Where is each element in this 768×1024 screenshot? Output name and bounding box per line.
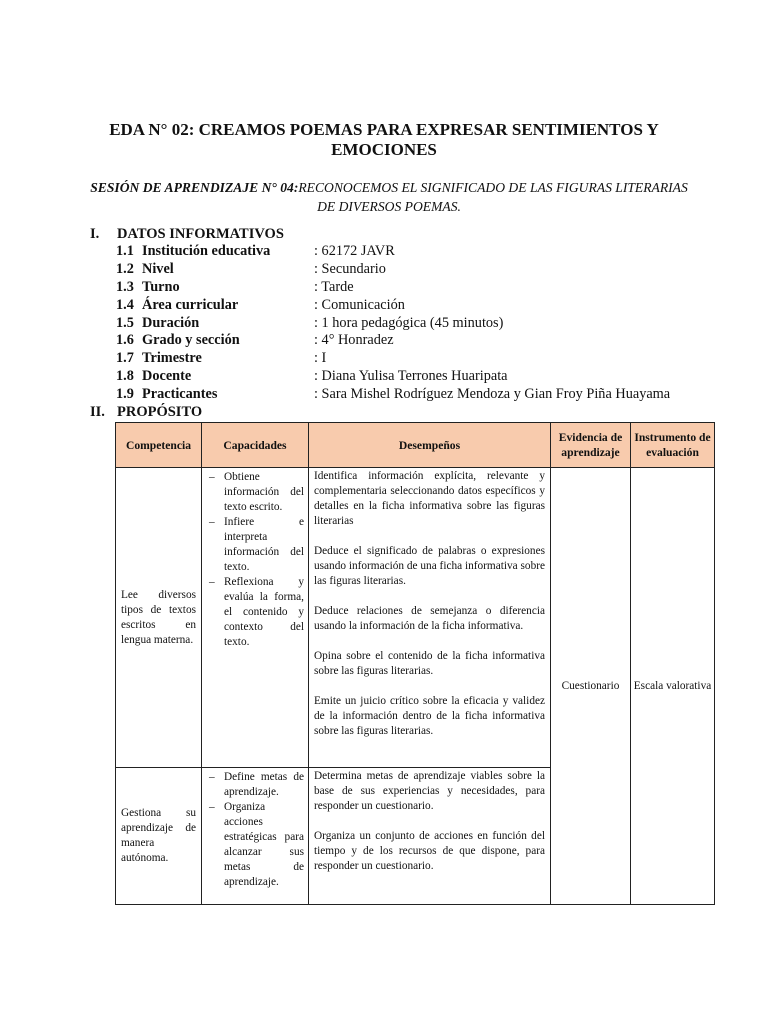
dato-value: : 62172 JAVR (314, 243, 395, 259)
dato-row (116, 315, 670, 333)
dato-row (116, 386, 670, 404)
proposito-table (115, 422, 715, 905)
competencia-cell: Gestiona su aprendizaje de manera autónoma. (116, 768, 202, 905)
dato-value: : I (314, 350, 327, 367)
dato-label: Institución educativa (142, 243, 271, 259)
dato-label: Docente (142, 368, 192, 385)
dato-value: : Comunicación (314, 296, 405, 313)
desempeno-item: Identifica información explícita, relevante y complementaria seleccionando datos específicos y detalles en la ficha informativa sobre las figuras literarias (314, 470, 545, 527)
dato-number: 1.6 (116, 332, 134, 349)
dato-row (116, 279, 670, 297)
desempenos-cell (309, 468, 551, 768)
desempeno-item: Determina metas de aprendizaje viables sobre la base de sus experiencias y necesidades, para responder un cuestionario. (314, 770, 545, 812)
dato-number: 1.7 (116, 350, 134, 367)
header-instrumento: Instrumento de evaluación (631, 423, 715, 468)
dato-value: : 1 hora pedagógica (45 minutos) (314, 314, 504, 331)
section-number: I. (90, 226, 100, 242)
dato-value: : 4° Honradez (314, 332, 394, 349)
section-datos-informativos (90, 226, 284, 243)
section-proposito (90, 404, 202, 421)
dato-row (116, 332, 670, 350)
dato-number: 1.3 (116, 278, 134, 295)
dato-label: Nivel (142, 260, 174, 277)
header-competencia: Competencia (116, 423, 202, 468)
desempeno-item: Organiza un conjunto de acciones en función del tiempo y de los recursos de que dispone, para responder un cuestionario. (314, 830, 545, 872)
dato-row (116, 297, 670, 315)
desempeno-item: Deduce relaciones de semejanza o diferencia usando la información de la ficha informativa. (314, 605, 545, 632)
dato-row (116, 350, 670, 368)
section-heading: PROPÓSITO (117, 404, 203, 420)
session-number: SESIÓN DE APRENDIZAJE N° 04: (90, 180, 299, 195)
dato-label: Trimestre (142, 350, 202, 367)
dato-label: Área curricular (142, 296, 239, 313)
datos-list (116, 243, 670, 404)
session-topic: RECONOCEMOS EL SIGNIFICADO DE LAS FIGURAS LITERARIAS DE DIVERSOS POEMAS. (298, 180, 688, 214)
dato-number: 1.4 (116, 296, 134, 313)
competencia-cell: Lee diversos tipos de textos escritos en lengua materna. (116, 468, 202, 768)
capacidad-item: – Define metas de aprendizaje. (204, 770, 304, 800)
dato-label: Duración (142, 314, 200, 331)
desempeno-item: Emite un juicio crítico sobre la eficacia y validez de la información dentro de la ficha informativa sobre las figuras literarias. (314, 695, 545, 737)
dato-label: Practicantes (142, 386, 218, 403)
dato-value: : Tarde (314, 278, 354, 295)
dato-row (116, 243, 670, 261)
table-header-row (116, 423, 715, 468)
instrumento-cell: Escala valorativa (631, 468, 715, 905)
capacidad-item: – Obtiene información del texto escrito. (204, 470, 304, 515)
session-title (90, 178, 688, 216)
section-heading: DATOS INFORMATIVOS (117, 226, 284, 242)
dato-label: Grado y sección (142, 332, 240, 349)
header-desempenos: Desempeños (309, 423, 551, 468)
dato-number: 1.1 (116, 243, 134, 259)
dato-number: 1.5 (116, 314, 134, 331)
desempeno-item: Deduce el significado de palabras o expresiones usando información de una ficha informativa sobre las figuras literarias. (314, 545, 545, 587)
capacidades-cell (202, 468, 309, 768)
capacidades-cell (202, 768, 309, 905)
header-capacidades: Capacidades (202, 423, 309, 468)
evidencia-cell: Cuestionario (551, 468, 631, 905)
document-title: EDA N° 02: CREAMOS POEMAS PARA EXPRESAR SENTIMIENTOS Y EMOCIONES (109, 120, 659, 159)
dato-label: Turno (142, 278, 180, 295)
capacidad-item: – Infiere e interpreta información del texto. (204, 515, 304, 575)
header-evidencia: Evidencia de aprendizaje (551, 423, 631, 468)
desempeno-item: Opina sobre el contenido de la ficha informativa sobre las figuras literarias. (314, 650, 545, 677)
capacidad-item: – Reflexiona y evalúa la forma, el contenido y contexto del texto. (204, 575, 304, 650)
dato-value: : Secundario (314, 260, 386, 277)
dato-row (116, 261, 670, 279)
dato-value: : Sara Mishel Rodríguez Mendoza y Gian Froy Piña Huayama (314, 386, 671, 403)
section-number: II. (90, 404, 105, 420)
dato-number: 1.9 (116, 386, 134, 403)
dato-number: 1.8 (116, 368, 134, 385)
dato-row (116, 368, 670, 386)
table-row (116, 468, 715, 768)
dato-value: : Diana Yulisa Terrones Huaripata (314, 368, 508, 385)
dato-number: 1.2 (116, 260, 134, 277)
capacidad-item: – Organiza acciones estratégicas para alcanzar sus metas de aprendizaje. (204, 800, 304, 890)
desempenos-cell (309, 768, 551, 905)
